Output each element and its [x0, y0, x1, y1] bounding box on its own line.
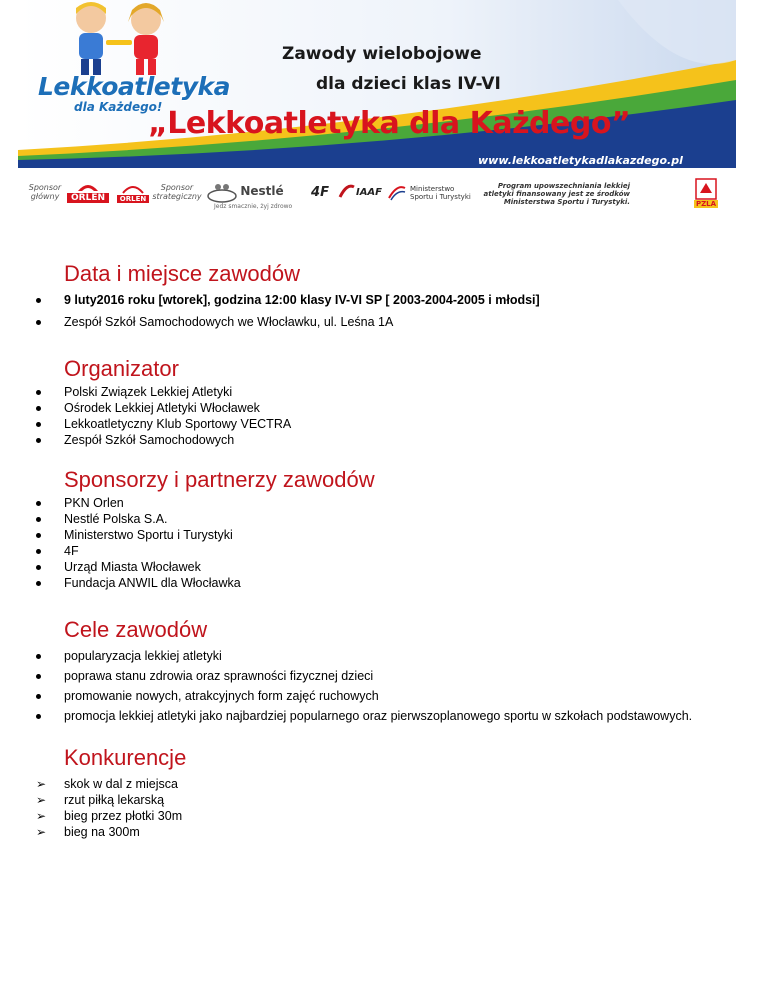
list-item-text: Fundacja ANWIL dla Włocławka [64, 576, 241, 590]
bullet-icon [36, 422, 41, 427]
bullet-icon [36, 406, 41, 411]
events-list [36, 776, 182, 840]
list-item [36, 792, 182, 808]
ministry-label: Ministerstwo Sportu i Turystyki [410, 185, 471, 201]
list-item [36, 511, 241, 527]
list-item-text: Ośrodek Lekkiej Atletyki Włocławek [64, 401, 260, 415]
list-item-text: poprawa stanu zdrowia oraz sprawności fizycznej dzieci [64, 669, 374, 683]
orlen-logo [62, 178, 114, 206]
list-item-text: promowanie nowych, atrakcyjnych form zajęć ruchowych [64, 689, 379, 703]
list-item-text: skok w dal z miejsca [64, 777, 178, 791]
list-item [36, 575, 241, 591]
list-item [36, 384, 291, 400]
list-item-text: 9 luty2016 roku [wtorek], godzina 12:00 klasy IV-VI SP [ 2003-2004-2005 i młodsi] [64, 293, 540, 307]
list-item-text: Urząd Miasta Włocławek [64, 560, 201, 574]
bullet-icon [36, 674, 41, 679]
bullet-icon [36, 533, 41, 538]
sponsor-strategic-label: Sponsor strategiczny [152, 183, 202, 201]
bullet-icon [36, 438, 41, 443]
list-item-text: rzut piłką lekarską [64, 793, 165, 807]
arrow-bullet-icon: ➢ [36, 825, 47, 839]
section-heading-sponsors: Sponsorzy i partnerzy zawodów [64, 467, 375, 492]
event-banner [18, 0, 736, 215]
list-item [36, 495, 241, 511]
iaaf-swoosh-icon [338, 183, 356, 201]
section-heading-goals: Cele zawodów [64, 617, 208, 642]
orlen2-label: ORLEN [117, 195, 149, 203]
list-item-text: popularyzacja lekkiej atletyki [64, 649, 222, 663]
list-item [36, 824, 182, 840]
kids-mascot-icon [36, 0, 216, 80]
bullet-icon [36, 694, 41, 699]
banner-line-1: Zawody wielobojowe [282, 44, 482, 64]
list-item [36, 432, 291, 448]
banner-line-2: dla dzieci klas IV-VI [316, 74, 501, 94]
banner-title: „Lekkoatletyka dla Każdego” [148, 106, 631, 141]
list-item-text: PKN Orlen [64, 496, 124, 510]
program-text: Program upowszechniania lekkiej atletyki finansowany jest ze środków Ministerstwa Sportu i Turystyki. [483, 182, 630, 206]
date-place-list [36, 291, 540, 331]
list-item-text: promocja lekkiej atletyki jako najbardziej popularnego oraz pierwszoplanowego sportu w szkołach podstawowych. [64, 709, 693, 723]
logo-subtext: dla Każdego! [74, 100, 163, 114]
brand-4f: 4F [311, 184, 329, 200]
section-heading-events: Konkurencje [64, 745, 187, 770]
sponsor-main-label: Sponsor główny [28, 183, 62, 201]
list-item-text: Lekkoatletyczny Klub Sportowy VECTRA [64, 417, 292, 431]
list-item [36, 776, 182, 792]
section-heading-date-place: Data i miejsce zawodów [64, 261, 300, 286]
arrow-bullet-icon: ➢ [36, 793, 47, 807]
list-item-text: Ministerstwo Sportu i Turystyki [64, 528, 233, 542]
list-item [36, 808, 182, 824]
sponsors-list [36, 495, 241, 591]
arrow-bullet-icon: ➢ [36, 809, 47, 823]
section-heading-organizer: Organizator [64, 356, 179, 381]
list-item [36, 313, 540, 331]
list-item [36, 527, 241, 543]
bullet-icon [36, 565, 41, 570]
bullet-icon [36, 581, 41, 586]
list-item-text: bieg przez płotki 30m [64, 809, 183, 823]
list-item [36, 707, 692, 727]
list-item-text: Nestlé Polska S.A. [64, 512, 168, 526]
nestle-tagline: Jedz smacznie, żyj zdrowo [214, 203, 293, 210]
list-item [36, 543, 241, 559]
pzla-logo [694, 176, 718, 210]
list-item [36, 291, 540, 309]
bullet-icon [36, 714, 41, 719]
orlen-label: ORLEN [67, 193, 109, 203]
nestle-label: Nestlé [240, 184, 284, 198]
bullet-icon [36, 298, 41, 303]
goals-list [36, 647, 692, 727]
iaaf-logo [338, 180, 382, 204]
orlen-eagle-icon [76, 181, 100, 193]
list-item [36, 667, 692, 687]
bullet-icon [36, 320, 41, 325]
list-item [36, 400, 291, 416]
pzla-eagle-icon [695, 178, 717, 200]
list-item-text: Zespół Szkół Samochodowych we Włocławku, ul. Leśna 1A [64, 315, 394, 329]
list-item [36, 647, 692, 667]
iaaf-label: IAAF [355, 186, 382, 198]
organizer-list [36, 384, 291, 448]
bullet-icon [36, 517, 41, 522]
list-item-text: Zespół Szkół Samochodowych [64, 433, 235, 447]
logo-text: Lekkoatletyka [38, 72, 231, 101]
ministry-logo-icon [386, 180, 408, 204]
list-item-text: Polski Związek Lekkiej Atletyki [64, 385, 233, 399]
banner-url: www.lekkoatletykadlakazdego.pl [478, 154, 683, 167]
list-item [36, 559, 241, 575]
bullet-icon [36, 654, 41, 659]
nestle-nest-icon [206, 178, 238, 204]
bullet-icon [36, 549, 41, 554]
bullet-icon [36, 390, 41, 395]
list-item-text: bieg na 300m [64, 825, 140, 839]
pzla-label: PZLA [695, 200, 717, 208]
list-item-text: 4F [64, 544, 79, 558]
list-item [36, 416, 291, 432]
list-item [36, 687, 692, 707]
arrow-bullet-icon: ➢ [36, 777, 47, 791]
orlen-foundation-logo [116, 174, 150, 210]
bullet-icon [36, 501, 41, 506]
orlen-eagle-outline-icon [121, 181, 145, 195]
